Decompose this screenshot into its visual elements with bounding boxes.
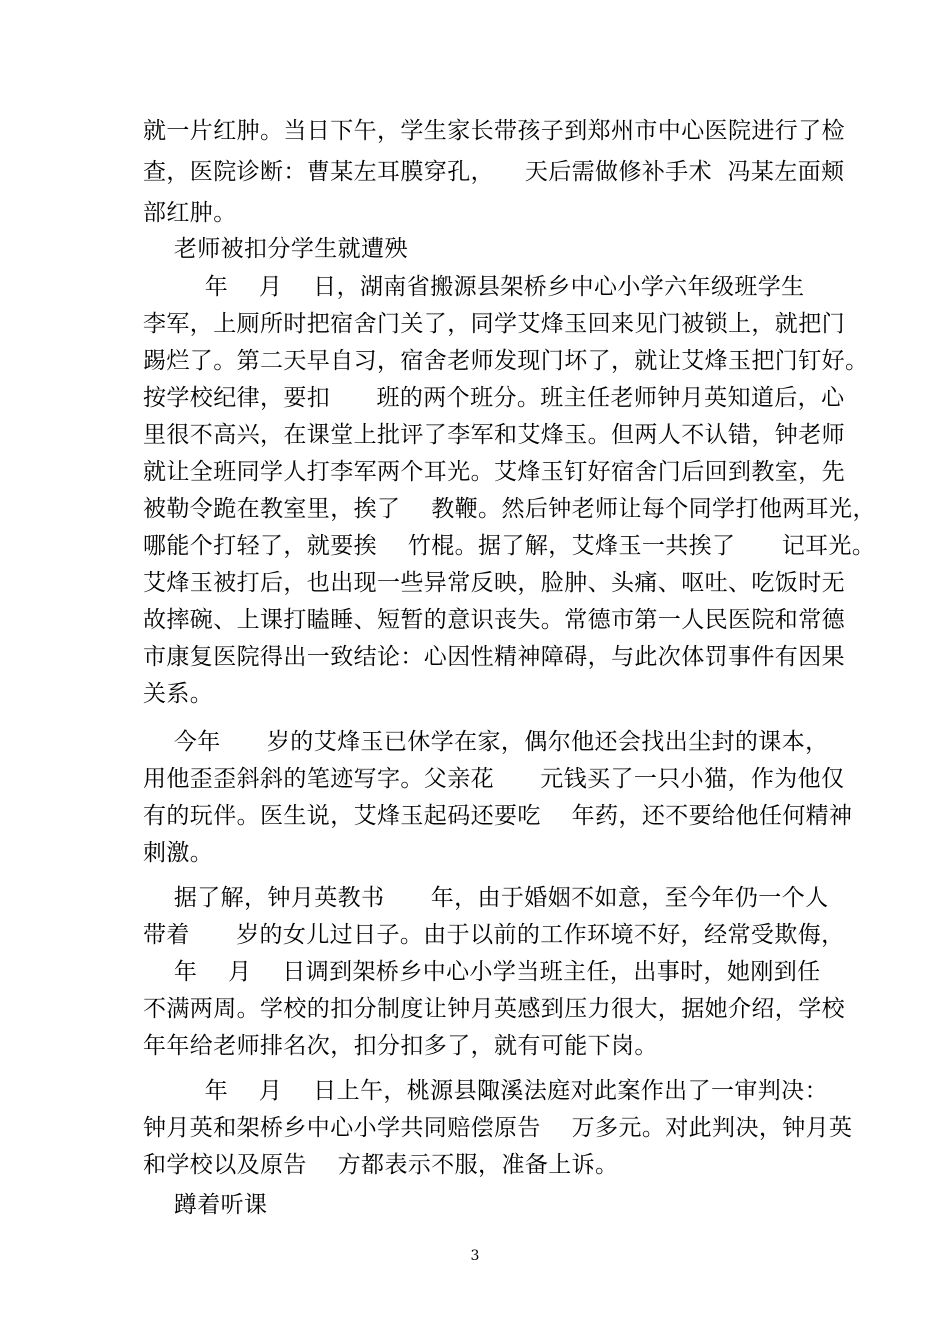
text-line: 里很不高兴，在课堂上批评了李军和艾烽玉。但两人不认错，钟老师 bbox=[143, 422, 845, 448]
text-line: 故摔碗、上课打瞌睡、短暂的意识丧失。常德市第一人民医院和常德 bbox=[143, 607, 845, 633]
text-line: 艾烽玉被打后，也出现一些异常反映，脸肿、头痛、呕吐、吃饭时无 bbox=[143, 570, 845, 596]
text-line: 刺激。 bbox=[143, 840, 214, 866]
text-line: 带着 岁的女儿过日子。由于以前的工作环境不好，经常受欺侮， bbox=[143, 922, 845, 948]
text-line: 部红肿。 bbox=[143, 200, 237, 226]
text-line: 被勒令跪在教室里，挨了 教鞭。然后钟老师让每个同学打他两耳光， bbox=[143, 496, 876, 522]
text-line: 据了解，钟月英教书 年，由于婚姻不如意，至今年仍一个人 bbox=[143, 885, 829, 911]
text-line: 今年 岁的艾烽玉已休学在家，偶尔他还会找出尘封的课本， bbox=[143, 729, 829, 755]
text-line: 年 月 日上午，桃源县陬溪法庭对此案作出了一审判决： bbox=[143, 1078, 828, 1104]
text-line: 和学校以及原告 方都表示不服，准备上诉。 bbox=[143, 1152, 619, 1178]
text-line: 年 月 日，湖南省搬源县架桥乡中心小学六年级班学生 bbox=[143, 274, 805, 300]
section-heading: 老师被扣分学生就遭殃 bbox=[143, 236, 408, 262]
text-line: 踢烂了。第二天早自习，宿舍老师发现门坏了，就让艾烽玉把门钉好。 bbox=[143, 348, 869, 374]
text-line: 查，医院诊断：曹某左耳膜穿孔， 天后需做修补手术 冯某左面颊 bbox=[143, 159, 845, 185]
text-line: 年年给老师排名次，扣分扣多了，就有可能下岗。 bbox=[143, 1033, 658, 1059]
text-line: 有的玩伴。医生说，艾烽玉起码还要吃 年药，还不要给他任何精神 bbox=[143, 803, 853, 829]
text-line: 年 月 日调到架桥乡中心小学当班主任，出事时，她刚到任 bbox=[143, 959, 821, 985]
text-line: 关系。 bbox=[143, 681, 214, 707]
text-line: 钟月英和架桥乡中心小学共同赔偿原告 万多元。对此判决，钟月英 bbox=[143, 1115, 853, 1141]
text-line: 市康复医院得出一致结论：心因性精神障碍，与此次体罚事件有因果 bbox=[143, 644, 845, 670]
section-heading: 蹲着听课 bbox=[143, 1192, 268, 1218]
text-line: 不满两周。学校的扣分制度让钟月英感到压力很大，据她介绍，学校 bbox=[143, 996, 845, 1022]
text-line: 李军，上厕所时把宿舍门关了，同学艾烽玉回来见门被锁上，就把门 bbox=[143, 311, 845, 337]
text-line: 就让全班同学人打李军两个耳光。艾烽玉钉好宿舍门后回到教室，先 bbox=[143, 459, 845, 485]
text-line: 按学校纪律，要扣 班的两个班分。班主任老师钟月英知道后，心 bbox=[143, 385, 845, 411]
text-line: 就一片红肿。当日下午，学生家长带孩子到郑州市中心医院进行了检 bbox=[143, 118, 845, 144]
text-line: 哪能个打轻了，就要挨 竹棍。据了解，艾烽玉一共挨了 记耳光。 bbox=[143, 533, 876, 559]
text-line: 用他歪歪斜斜的笔迹写字。父亲花 元钱买了一只小猫，作为他仅 bbox=[143, 766, 845, 792]
page-number: 3 bbox=[470, 1248, 480, 1264]
